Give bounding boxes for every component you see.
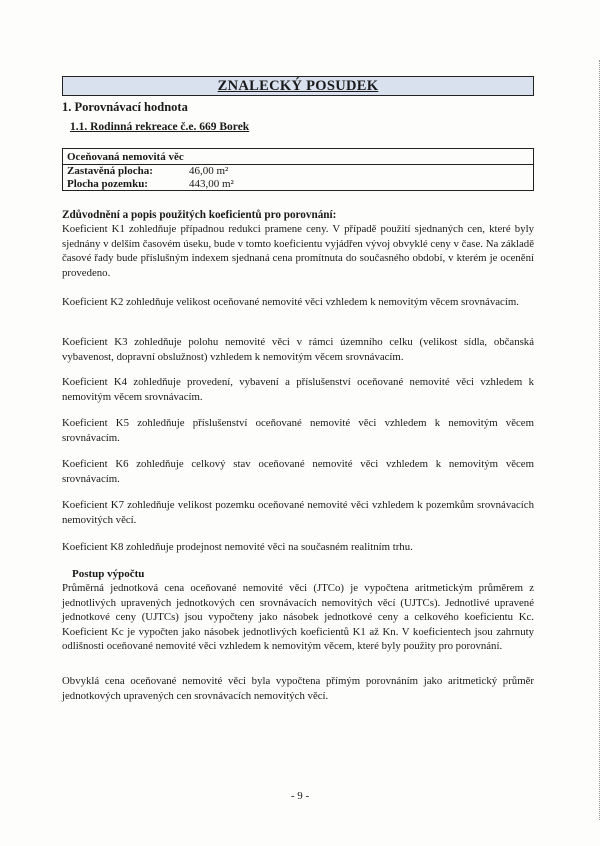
coefficient-k3: Koeficient K3 zohledňuje polohu nemovité věci v rámci územního celku (velikost sídla, občanská vybavenost, dopravní obslužnost) vzhledem k nemovitým věcem srovnávacím. — [62, 336, 534, 363]
justification-heading: Zdůvodnění a popis použitých koeficientů pro porovnání: — [62, 209, 337, 221]
valued-property-heading: Oceňovaná nemovitá věc — [63, 149, 533, 165]
coefficient-k6: Koeficient K6 zohledňuje celkový stav oceňované nemovité věci vzhledem k nemovitým věcem srovnávacím. — [62, 458, 534, 485]
land-area-row — [63, 178, 533, 191]
procedure-heading: Postup výpočtu — [72, 568, 145, 580]
procedure-paragraph-2: Obvyklá cena oceňované nemovité věci byla vypočtena přímým porovnáním jako aritmetický průměr jednotkových upravených cen srovnávacích nemovitých věcí. — [62, 675, 534, 702]
document-title: ZNALECKÝ POSUDEK — [62, 76, 534, 96]
coefficient-k5: Koeficient K5 zohledňuje příslušenství oceňované nemovité věci vzhledem k nemovitým věcem srovnávacím. — [62, 417, 534, 444]
binding-edge-marks — [593, 60, 600, 820]
coefficient-k4: Koeficient K4 zohledňuje provedení, vybavení a příslušenství oceňované nemovité věci vzhledem k nemovitým věcem srovnávacím. — [62, 376, 534, 403]
land-area-value: 443,00 m² — [189, 177, 234, 190]
coefficient-k2: Koeficient K2 zohledňuje velikost oceňované nemovité věci vzhledem k nemovitým věcem srovnávacím. — [62, 296, 519, 308]
built-area-row — [63, 165, 533, 178]
coefficient-k7: Koeficient K7 zohledňuje velikost pozemku oceňované nemovité věci vzhledem k pozemkům srovnávacích nemovitých věcí. — [62, 499, 534, 526]
valued-property-box — [62, 148, 534, 191]
procedure-paragraph-1: Průměrná jednotková cena oceňované nemovité věci (JTCo) je vypočtena aritmetickým průměrem z jednotlivých upravených jednotkových cen srovnávacích nemovitých věcí (UJTCs). Jednotlivé upravené jednotkové ceny (UJTCs) jsou vypočteny jako násobek jednotkové ceny a celkového koeficientu Kc. Koeficient Kc je vypočten jako násobek jednotlivých koeficientů K1 až Kn. V koeficientech jsou zahrnuty odlišnosti oceňované nemovité věci vzhledem k nemovitým věcem, které byly použity pro porovnání. — [62, 582, 534, 652]
section-heading: 1. Porovnávací hodnota — [62, 100, 188, 114]
built-area-value: 46,00 m² — [189, 165, 229, 177]
page-number: - 9 - — [290, 790, 310, 802]
subsection-heading: 1.1. Rodinná rekreace č.e. 669 Borek — [70, 121, 250, 133]
coefficient-k1: Koeficient K1 zohledňuje případnou redukci pramene ceny. V případě použití sjednaných cen, které byly sjednány v delším časovém úseku, bude v tomto koeficientu vyjádřen vývoj obvyklé ceny v čase. Na základě časové řady bude příslušným indexem sjednaná cena promítnuta do současného období, v kterém je ocenění provedeno. — [62, 223, 534, 279]
built-area-label: Zastavěná plocha: — [67, 165, 153, 177]
land-area-label: Plocha pozemku: — [67, 177, 148, 190]
coefficient-k8: Koeficient K8 zohledňuje prodejnost nemovité věci na současném realitním trhu. — [62, 541, 413, 553]
